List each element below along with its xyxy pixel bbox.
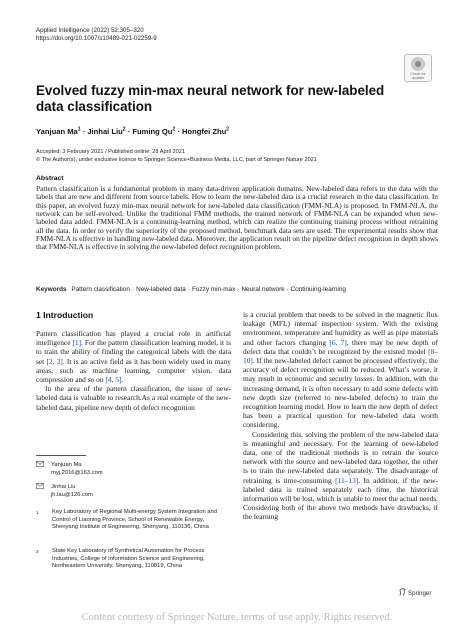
author-affiliation-mark: 1	[77, 126, 81, 133]
author-affiliation-mark: 2	[226, 126, 230, 133]
author-name[interactable]: Jinhai Liu	[87, 127, 123, 136]
springer-horse-icon	[399, 588, 406, 596]
keyword: Neural network	[241, 286, 285, 293]
citation-link[interactable]: [11–13]	[335, 475, 359, 485]
affiliation-text: Key Laboratory of Regional Multi-energy System Integration and Control of Liaoning Province, School of Renewable Energy, Shenyang Institute of Engineering, Shenyang, 110136, China	[52, 509, 217, 531]
footnote-divider	[36, 455, 86, 456]
contact-email[interactable]: jh.lau@126.com	[51, 491, 93, 498]
corresponding-author	[36, 482, 93, 499]
body-column-right	[243, 310, 438, 522]
paragraph-text: . If the new-labeled defect cannot be processed effectively, the accuracy of defect recognition will be reduced. What’s worse, it may result in economic and security losses. In addition, with the increasing demand, it is often necessary to add some defects with new depth size (referred to new-labeled defects) to train the recognition learning model. How to learn the new depth of defect has been a practical question for new-labeled data worth considering.	[243, 356, 438, 430]
paragraph	[243, 430, 438, 522]
citation-link[interactable]: [2, 3]	[46, 356, 63, 366]
paragraph-text: .	[121, 375, 124, 385]
author-name[interactable]: Hongfei Zhu	[181, 127, 227, 136]
author-affiliation-mark: 2	[122, 126, 126, 133]
paragraph	[243, 310, 438, 430]
doi-link[interactable]: https://doi.org/10.1007/s10489-021-02259-9	[36, 35, 157, 42]
affiliation-number: 1	[36, 510, 39, 515]
envelope-icon	[36, 483, 44, 489]
keyword: Continuing-learning	[290, 286, 346, 293]
publisher-name: Springer	[408, 590, 432, 597]
corresponding-author	[36, 460, 103, 477]
author-name[interactable]: Fuming Qu	[132, 127, 173, 136]
keywords-line: Keywords Pattern classification · New-labeled data · Fuzzy min-max · Neural network · Continuing-learning	[36, 286, 346, 293]
contact-email[interactable]: myj.2016@163.com	[51, 469, 103, 476]
keyword: New-labeled data	[136, 286, 186, 293]
paragraph	[36, 384, 231, 412]
paragraph-text: is a crucial problem that needs to be solved in the magnetic flux leakage (MFL) internal inspection system. With the existing environment, temperature and humidity as well as pipe materials and other factors changing	[243, 310, 438, 347]
article-title: Evolved fuzzy min-max neural network for new-labeled data classification	[36, 83, 385, 114]
citation-link[interactable]: [8–10]	[243, 346, 438, 366]
paragraph-text: In the area of the pattern classification, the issue of new-labeled data is valuable to research.As a real example of the new-labeled data, pipeline new depth of defect recognition	[36, 384, 231, 412]
keyword: Pattern classification	[71, 286, 130, 293]
accepted-published-dates: Accepted: 3 February 2021 / Published online: 28 April 2021	[36, 149, 185, 155]
courtesy-footer: Content courtesy of Springer Nature, terms of use apply. Rights reserved.	[81, 612, 393, 623]
paragraph	[36, 329, 231, 384]
keywords-label: Keywords	[36, 286, 67, 293]
affiliation-number: 2	[36, 549, 39, 554]
citation-link[interactable]: [4, 5]	[105, 375, 122, 385]
citation-link[interactable]: [1]	[72, 338, 82, 348]
affiliation-text: State Key Laboratory of Synthetical Automation for Process Industries, College of Information Science and Engineering, Northeastern University, Shenyang, 110819, China	[52, 548, 205, 570]
check-for-updates-label: Check for updates	[410, 72, 426, 80]
journal-header	[36, 27, 157, 43]
abstract-heading: Abstract	[36, 175, 64, 182]
citation-link[interactable]: [6, 7]	[329, 337, 347, 347]
paragraph-text: . In addition, if the new-labeled data is trained separately each time, the historical information will be lost, which is unable to meet the actual needs. Considering both of the above two methods have drawbacks, if the learning	[243, 475, 438, 522]
section-heading-introduction: 1 Introduction	[36, 310, 94, 320]
paragraph-text: . It is an active field as it has been widely used in many areas, such as machine learning, computer vision, data compression and so on	[36, 356, 232, 385]
abstract-text: Pattern classification is a fundamental problem in many data-driven application domains. New-labeled data refers to the data with the labels that are new and different from source labels. How to learn the new-labeled data is a crucial research in the data classification. In this paper, an evolved fuzzy min-max neural network for new-labeled data classification (FMM-NLA) is proposed. In FMM-NLA, the network can be self-evolved. Unlike the traditional FMM methods, the trained network of FMM-NLA can be expanded when new-labeled data added. FMM-NLA is a continuing-learning method, which can realize the continuing training process without retraining all the data. In order to verify the superiority of the proposed method, benchmark data sets are used. The experimental results show that FMM-NLA is effective in handling new-labeled data. Moreover, the application result on the pipeline defect recognition in depth shows that FMM-NLA is effective in solving the new-labeled defect recognition problem.	[36, 184, 438, 252]
paragraph-text: Pattern classification has played a crucial role in artificial intelligence	[36, 329, 231, 348]
author-name[interactable]: Yanjuan Ma	[36, 127, 78, 136]
copyright-notice: © The Author(s), under exclusive licence to Springer Science+Business Media, LLC, part of Springer Nature 2021	[36, 157, 317, 163]
affiliation	[36, 548, 226, 571]
keyword: Fuzzy min-max	[191, 286, 236, 293]
author-affiliation-mark: 2	[172, 126, 176, 133]
contact-name: Jinhai Liu	[51, 484, 76, 490]
body-column-left	[36, 329, 231, 412]
crossmark-icon	[411, 57, 425, 71]
affiliation	[36, 509, 226, 532]
paragraph-text: , there may be new depth of defect data that couldn’t be recognized by the existed model	[243, 337, 438, 356]
journal-citation: Applied Intelligence (2022) 52:305–320	[36, 27, 144, 34]
check-for-updates-button[interactable]	[404, 54, 432, 82]
author-list: Yanjuan $Ma^1$ · Jinhai Liu$^2$ · Fuming $Qu^2$ · Hongfei Zhu$^2$	[36, 126, 230, 136]
contact-name: Yanjuan Ma	[51, 462, 82, 468]
publication-dates	[36, 148, 317, 164]
envelope-icon	[36, 461, 44, 467]
paragraph-text: . For the pattern classification learning model, it is to train the ability of finding the categorical labels with the data set	[36, 338, 231, 366]
paragraph-text: Considering this, solving the problem of the new-labeled data is meaningful and necessary. For the learning of new-labeled data, one of the traditional methods is to retrain the source network with the source and new-labeled data together, the other is to train the new-labeled data separately. The disadvantage of retraining is time-consuming	[243, 429, 438, 485]
publisher-logo	[399, 588, 431, 597]
